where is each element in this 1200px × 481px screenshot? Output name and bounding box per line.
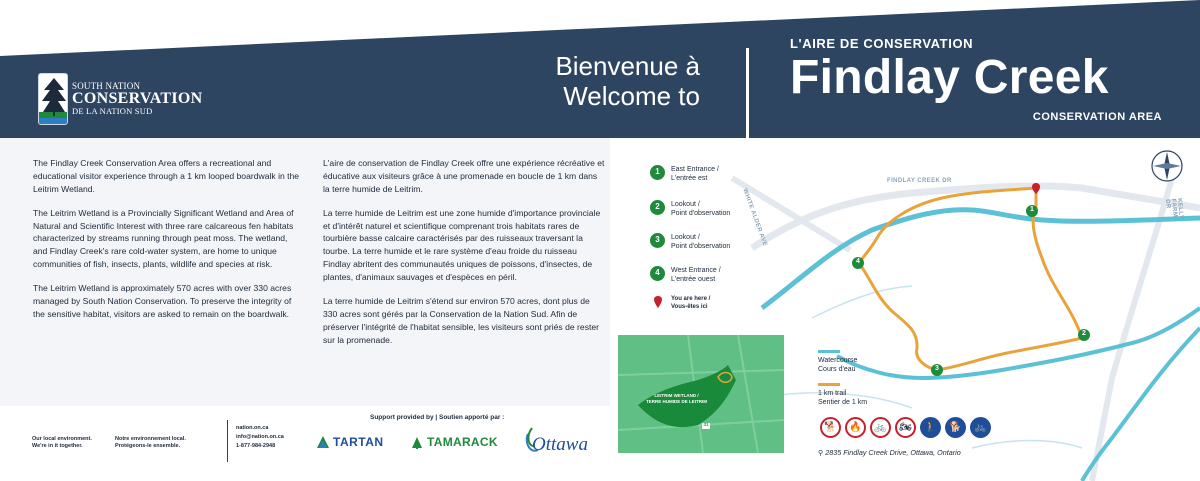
- no-fire-icon: 🔥: [845, 417, 866, 438]
- sponsor-ottawa: [522, 424, 592, 458]
- location-pin-icon: [650, 296, 665, 308]
- tagline-en-1: Our local environment.: [32, 436, 92, 442]
- you-are-here-fr: Vous-êtes ici: [671, 303, 708, 310]
- legend-item-4: [650, 266, 721, 284]
- tagline-en-2: We're in it together.: [32, 443, 83, 450]
- inset-map: [618, 335, 784, 453]
- tagline-fr: [115, 436, 186, 451]
- footer-divider: [227, 420, 228, 462]
- sponsor-tartan-name: TARTAN: [333, 435, 384, 449]
- description-panel: [0, 138, 610, 406]
- tagline-fr-1: Notre environnement local.: [115, 436, 186, 442]
- watercourse-fr: Cours d'eau: [818, 366, 856, 374]
- en-paragraph-2: The Leitrim Wetland is a Provincially Significant Wetland and Area of Natural and Scientific Interest with three rare calcareous fen habitats characterized by streams running through peat moss. The wetland, and Findlay Creek's rare cold-water system, are home to unique communities of fish, insects, plants, wildlife and species at risk.: [33, 207, 294, 270]
- legend-number-3: 3: [650, 233, 665, 248]
- legend-label-en-3: Lookout /: [671, 234, 700, 241]
- fr-paragraph-1: L'aire de conservation de Findlay Creek offre une expérience récréative et éducative aux visiteurs grâce à une promenade en boucle de 1 km dans la terre humide de Leitrim.: [323, 158, 605, 194]
- address-pin-icon: ⚲: [818, 448, 824, 457]
- map-marker-1: 1: [1030, 206, 1034, 213]
- legend-watercourse: [818, 350, 857, 374]
- legend-label-fr-1: L'entrée est: [671, 175, 708, 183]
- road-kelly-label: KELLY FARM DR: [1164, 198, 1184, 220]
- header-divider: [746, 48, 749, 138]
- contact-web: nation.on.ca: [236, 425, 269, 431]
- tartan-logo-icon: [316, 435, 330, 449]
- trail-fr: Sentier de 1 km: [818, 399, 868, 407]
- sponsor-tamarack: [410, 435, 498, 449]
- welcome-fr: Bienvenue à: [555, 51, 700, 81]
- tree-logo-icon: [38, 73, 68, 125]
- fr-paragraph-3: La terre humide de Leitrim s'étend sur environ 570 acres, dont plus de 330 acres sont gérés par la Conservation de la Nation Sud. Afin de préserver l'intégrité de l'habitat sensible, les visiteurs sont priés de rester sur la promenade.: [323, 296, 600, 345]
- no-motor-vehicles-icon: 🏍: [895, 417, 916, 438]
- legend-label-en-4: West Entrance /: [671, 267, 721, 274]
- hiking-icon: 🚶: [920, 417, 941, 438]
- tagline-fr-2: Protégeons-le ensemble.: [115, 443, 181, 450]
- trail-en: 1 km trail: [818, 390, 847, 397]
- legend-item-3: [650, 233, 730, 251]
- sponsor-ottawa-name: Ottawa: [532, 434, 588, 455]
- page-subtitle: CONSERVATION AREA: [1032, 111, 1162, 123]
- inset-label: [646, 393, 707, 405]
- contact-email: info@nation.on.ca: [236, 433, 284, 440]
- map-marker-2: 2: [1082, 330, 1086, 337]
- map-marker-3: 3: [935, 365, 939, 372]
- sncd-logo: [38, 70, 238, 128]
- address-text: 2835 Findlay Creek Drive, Ottawa, Ontario: [825, 448, 961, 457]
- title-kicker: L'AIRE DE CONSERVATION: [790, 36, 974, 51]
- watercourse-swatch: [818, 350, 840, 353]
- road-findlay-label: FINDLAY CREEK DR: [887, 178, 952, 184]
- page-title: Findlay Creek: [790, 51, 1109, 104]
- org-line-1: SOUTH NATION: [72, 81, 141, 92]
- legend-number-2: 2: [650, 200, 665, 215]
- cycling-icon: 🚲: [970, 417, 991, 438]
- legend-trail: [818, 383, 867, 407]
- welcome-heading: [520, 52, 700, 112]
- inset-label-2: TERRE HUMIDE DE LEITRIM: [646, 398, 708, 404]
- legend-number-4: 4: [650, 266, 665, 281]
- legend-label-fr-4: L'entrée ouest: [671, 276, 716, 284]
- legend-label-en-2: Lookout /: [671, 201, 700, 208]
- org-line-2: CONSERVATION: [72, 90, 203, 108]
- trail-swatch: [818, 383, 840, 386]
- legend-number-1: 1: [650, 165, 665, 180]
- legend-item-2: [650, 200, 730, 218]
- welcome-en: Welcome to: [563, 80, 700, 111]
- legend-label-fr-3: Point d'observation: [671, 243, 731, 251]
- inset-label-1: LEITRIM WETLAND /: [654, 393, 699, 398]
- legend-item-1: [650, 165, 719, 183]
- tagline-en: [32, 436, 92, 451]
- french-text: [323, 157, 605, 358]
- english-text: [33, 157, 303, 332]
- en-paragraph-3: The Leitrim Wetland is approximately 570 acres with over 330 acres managed by South Nation Conservation. To preserve the integrity of the sensitive habitat, visitors are asked to remain on the boardwalk.: [33, 283, 292, 319]
- legend-label-fr-2: Point d'observation: [671, 210, 731, 218]
- no-dogs-icon: 🐕: [820, 417, 841, 438]
- compass-icon: [1152, 151, 1182, 181]
- fr-paragraph-2: La terre humide de Leitrim est une zone humide d'importance provinciale et d'intérêt naturel et scientifique comprenant trois habitats rares de tourbière basse calcaire caractérisés par des ruisseaux traversant la tourbe. La terre humide et le rare système d'eau froide du ruisseau Findlay abritent des communautés uniques de poissons, d'insectes, de plantes, d'animaux sauvages et d'espèces en péril.: [323, 207, 601, 283]
- legend-label-en-1: East Entrance /: [671, 166, 719, 173]
- no-bikes-icon: 🚲: [870, 417, 891, 438]
- you-are-here-en: You are here /: [671, 296, 711, 302]
- road-white-alder-label: WHITE ALDER AVE: [741, 188, 768, 248]
- watercourse-en: Watercourse: [818, 357, 858, 364]
- inset-badge: 31: [703, 422, 709, 427]
- sponsor-tamarack-name: TAMARACK: [427, 435, 498, 449]
- address: [818, 448, 961, 457]
- contact-phone: 1-877-984-2948: [236, 442, 276, 449]
- tamarack-logo-icon: [410, 435, 424, 449]
- support-heading: Support provided by | Soutien apporté par :: [370, 414, 505, 421]
- map-marker-4: 4: [856, 258, 860, 265]
- legend-you-are-here: [650, 296, 710, 312]
- en-paragraph-1: The Findlay Creek Conservation Area offers a recreational and educational visitor experience through a 1 km looped boardwalk in the Leitrim Wetland.: [33, 158, 300, 194]
- org-line-3: DE LA NATION SUD: [72, 106, 153, 117]
- rules-icons: [820, 417, 991, 438]
- sponsor-tartan: [316, 435, 384, 449]
- contact-info: [236, 424, 284, 450]
- dog-walking-icon: 🐕: [945, 417, 966, 438]
